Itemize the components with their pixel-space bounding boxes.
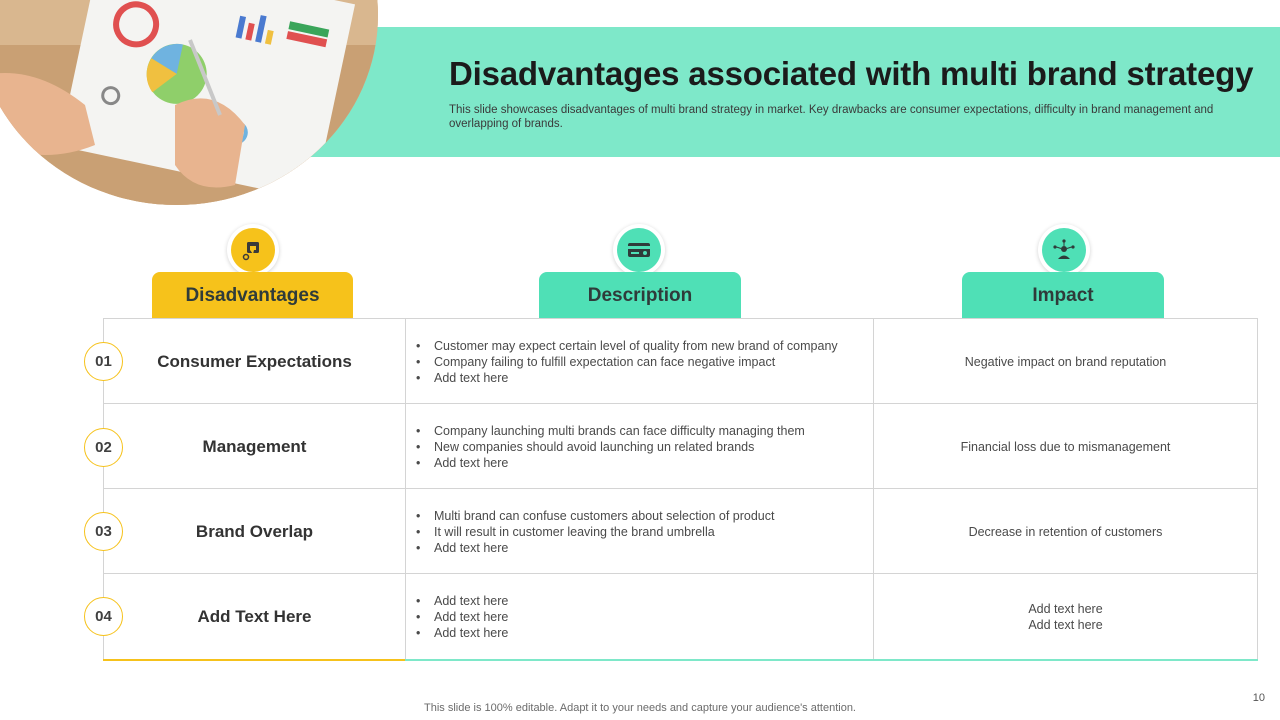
list-item: • Add text here [416, 625, 508, 641]
description-list [406, 593, 508, 641]
row-number-badge: 04 [84, 597, 123, 636]
impact-text: Negative impact on brand reputation [964, 354, 1167, 369]
description-cell [405, 319, 873, 404]
column-header-disadvantages: Disadvantages [152, 272, 353, 319]
disadvantage-cell: Add Text Here [103, 574, 405, 659]
description-list [406, 508, 774, 556]
table-bottom-border-yellow [103, 659, 405, 661]
row-number-badge: 01 [84, 342, 123, 381]
disadvantages-table [103, 318, 1258, 660]
list-item: • Multi brand can confuse customers about selection of product [416, 508, 774, 524]
list-item: • Company launching multi brands can face difficulty managing them [416, 423, 805, 439]
impact-cell [873, 319, 1258, 404]
description-cell [405, 574, 873, 659]
thumbs-down-icon [241, 238, 265, 262]
page-subtitle: This slide showcases disadvantages of multi brand strategy in market. Key drawbacks are consumer expectations, difficulty in brand management and overlapping of brands. [449, 104, 1214, 130]
impact-text: Add text here [1028, 601, 1103, 616]
column-header-impact: Impact [962, 272, 1164, 319]
disadvantages-icon-badge [227, 224, 279, 276]
column-header-description: Description [539, 272, 741, 319]
disadvantage-cell: Consumer Expectations [103, 319, 405, 404]
footer-note: This slide is 100% editable. Adapt it to your needs and capture your audience's attention. [424, 702, 856, 714]
page-number: 10 [1252, 692, 1265, 704]
impact-text: Decrease in retention of customers [968, 524, 1163, 539]
row-number-badge: 03 [84, 512, 123, 551]
credit-card-icon [627, 238, 651, 262]
table-bottom-border-teal [405, 659, 1258, 661]
list-item: • Add text here [416, 455, 805, 471]
list-item: • It will result in customer leaving the brand umbrella [416, 524, 774, 540]
network-person-icon [1052, 238, 1076, 262]
list-item: • Customer may expect certain level of quality from new brand of company [416, 338, 838, 354]
impact-cell [873, 574, 1258, 659]
description-cell [405, 404, 873, 489]
impact-text: Financial loss due to mismanagement [960, 439, 1171, 454]
description-list [406, 423, 805, 471]
row-number-badge: 02 [84, 428, 123, 467]
description-icon-badge [613, 224, 665, 276]
impact-cell [873, 489, 1258, 574]
table-row [103, 488, 1258, 573]
list-item: • Add text here [416, 370, 838, 386]
impact-cell [873, 404, 1258, 489]
page-title: Disadvantages associated with multi brand strategy [449, 55, 1254, 92]
description-list [406, 338, 838, 386]
list-item: • Add text here [416, 540, 774, 556]
table-row [103, 403, 1258, 488]
disadvantage-cell: Management [103, 404, 405, 489]
table-row [103, 318, 1258, 403]
list-item: • Add text here [416, 609, 508, 625]
impact-text: Add text here [1028, 617, 1103, 632]
impact-icon-badge [1038, 224, 1090, 276]
list-item: • Add text here [416, 593, 508, 609]
list-item: • Company failing to fulfill expectation can face negative impact [416, 354, 838, 370]
analytics-photo [0, 0, 378, 205]
description-cell [405, 489, 873, 574]
table-row [103, 573, 1258, 658]
disadvantage-cell: Brand Overlap [103, 489, 405, 574]
list-item: • New companies should avoid launching un related brands [416, 439, 805, 455]
